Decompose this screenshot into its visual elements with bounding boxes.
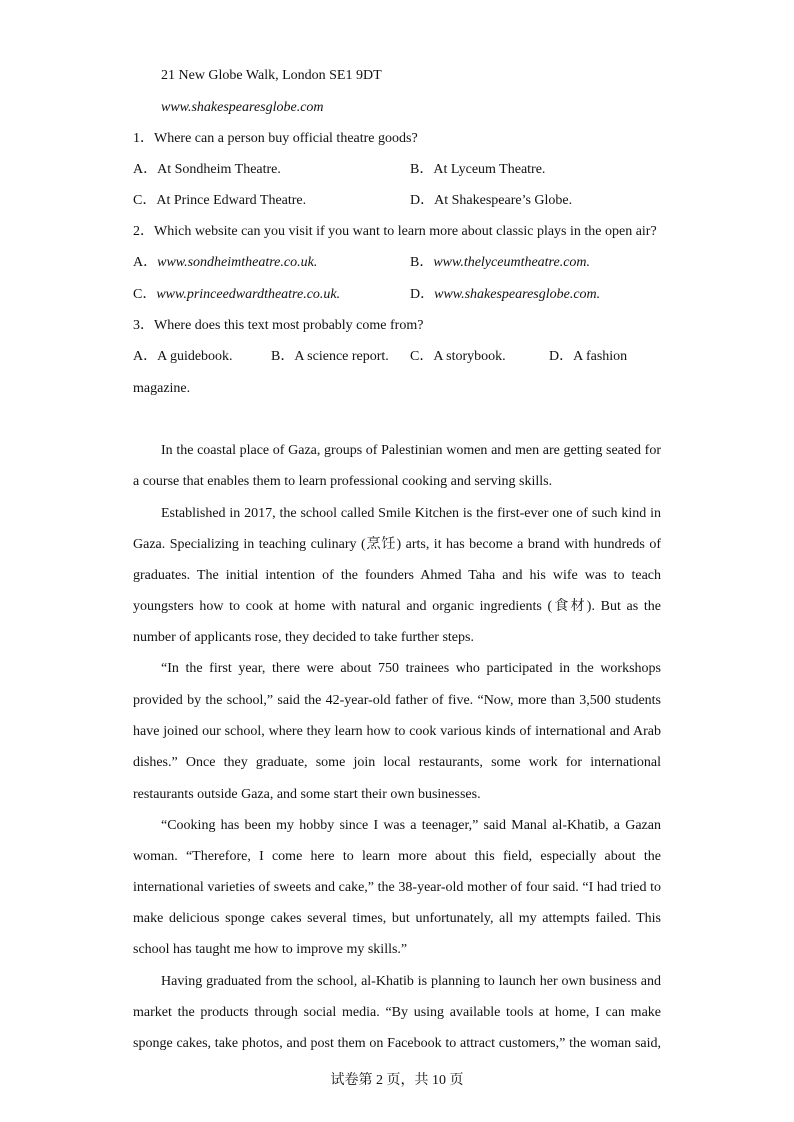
passage-line: restaurants outside Gaza, and some start their own businesses.: [133, 787, 481, 802]
passage-line: “Cooking has been my hobby since I was a teenager,” said Manal al-Khatib, a Gazan: [161, 818, 661, 833]
option-url: www.thelyceumtheatre.com.: [433, 255, 591, 270]
passage-line: dishes.” Once they graduate, some join local restaurants, some work for international: [133, 755, 661, 770]
question-3-option-c: C．A storybook.: [410, 349, 506, 364]
option-url: www.shakespearesglobe.com.: [434, 287, 601, 302]
passage-line: sponge cakes, take photos, and post them on Facebook to attract customers,” the woman said,: [133, 1036, 661, 1051]
passage-line: number of applicants rose, they decided to take further steps.: [133, 630, 474, 645]
question-2-option-b: [410, 254, 590, 272]
passage-line: international varieties of sweets and cake,” the 38-year-old mother of four said. “I had tried to: [133, 880, 661, 895]
passage-line: Having graduated from the school, al-Khatib is planning to launch her own business and: [161, 974, 661, 989]
option-label: B．: [410, 255, 434, 270]
option-label: D．: [410, 287, 435, 302]
passage-line: school has taught me how to improve my skills.”: [133, 942, 408, 957]
question-3-option-a: A．A guidebook.: [133, 349, 233, 364]
passage-line: provided by the school,” said the 42-year-old father of five. “Now, more than 3,500 students: [133, 693, 661, 708]
address-line: 21 New Globe Walk, London SE1 9DT: [161, 68, 382, 83]
passage-line: market the products through social media. “By using available tools at home, I can make: [133, 1005, 661, 1020]
passage-line: a course that enables them to learn professional cooking and serving skills.: [133, 474, 553, 489]
question-1-option-c: C．At Prince Edward Theatre.: [133, 193, 307, 208]
question-1-option-b: B．At Lyceum Theatre.: [410, 162, 546, 177]
passage-line: In the coastal place of Gaza, groups of Palestinian women and men are getting seated for: [161, 443, 661, 458]
question-1-option-a: A．At Sondheim Theatre.: [133, 162, 281, 177]
question-3-stem: 3．Where does this text most probably come from?: [133, 318, 424, 333]
option-label: A．: [133, 255, 158, 270]
passage-line: graduates. The initial intention of the founders Ahmed Taha and his wife was to teach: [133, 568, 661, 583]
question-1-option-d: D．At Shakespeare’s Globe.: [410, 193, 573, 208]
passage-line: woman. “Therefore, I come here to learn more about this field, especially about the: [133, 849, 661, 864]
question-2-stem: 2．Which website can you visit if you want to learn more about classic plays in the open air?: [133, 224, 657, 239]
passage-line: “In the first year, there were about 750 trainees who participated in the workshops: [161, 661, 661, 676]
question-2-option-c: [133, 286, 340, 304]
question-3-option-b: B．A science report.: [271, 349, 389, 364]
question-1-stem: 1．Where can a person buy official theatre goods?: [133, 131, 418, 146]
question-2-option-d: [410, 286, 600, 304]
question-3-option-d-continuation: magazine.: [133, 381, 191, 396]
option-url: www.sondheimtheatre.co.uk.: [157, 255, 318, 270]
option-url: www.princeedwardtheatre.co.uk.: [156, 287, 341, 302]
passage-line: Established in 2017, the school called Smile Kitchen is the first-ever one of such kind in: [161, 506, 661, 521]
passage-line: have joined our school, where they learn how to cook various kinds of international and Arab: [133, 724, 661, 739]
website-line: www.shakespearesglobe.com: [161, 100, 324, 115]
question-3-option-d: D．A fashion: [549, 349, 628, 364]
page-footer: 试卷第 2 页，共 10 页: [330, 1073, 464, 1088]
passage-line: youngsters how to cook at home with natural and organic ingredients (食材). But as the: [133, 599, 661, 614]
passage-line: make delicious sponge cakes several times, but unfortunately, all my attempts failed. This: [133, 911, 661, 926]
passage-line: Gaza. Specializing in teaching culinary (烹饪) arts, it has become a brand with hundreds of: [133, 537, 661, 552]
question-2-option-a: [133, 254, 317, 272]
option-label: C．: [133, 287, 157, 302]
